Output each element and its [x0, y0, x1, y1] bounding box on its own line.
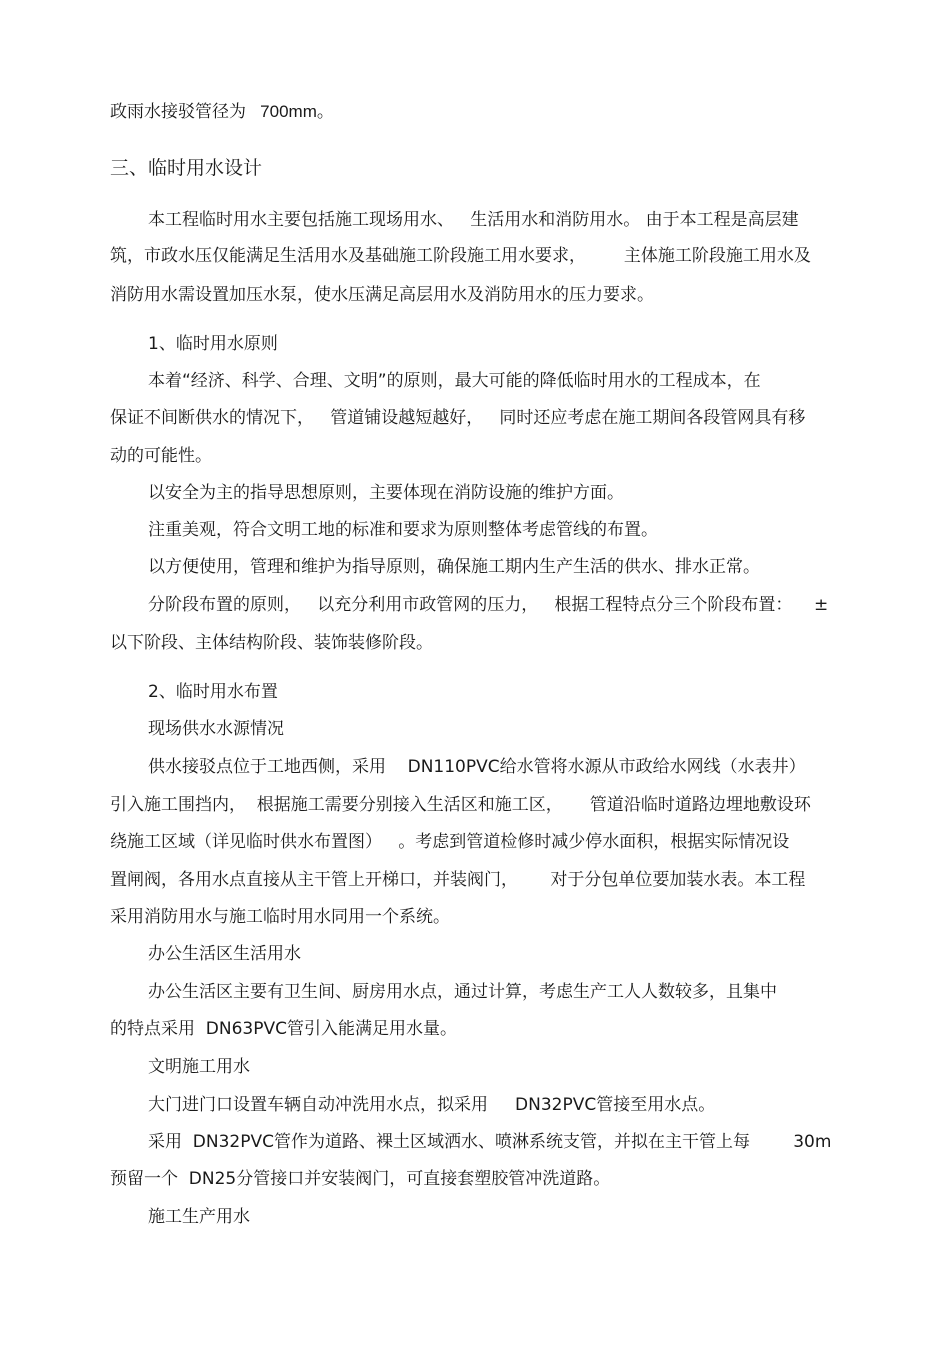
paragraph-line: 引入施工围挡内， 根据施工需要分别接入生活区和施工区， 管道沿临时道路边埋地敷设环 [110, 795, 811, 815]
subsection-heading: 1、临时用水原则 [148, 334, 278, 354]
paragraph-line: 分阶段布置的原则， 以充分利用市政管网的压力， 根据工程特点分三个阶段布置： ± [148, 595, 829, 615]
paragraph-heading: 现场供水水源情况 [148, 719, 284, 739]
paragraph-heading: 施工生产用水 [148, 1207, 250, 1227]
paragraph-line: 大门进门口设置车辆自动冲洗用水点，拟采用 DN32PVC管接至用水点。 [148, 1095, 716, 1115]
paragraph-line: 以下阶段、主体结构阶段、装饰装修阶段。 [110, 633, 433, 653]
paragraph-line: 注重美观，符合文明工地的标准和要求为原则整体考虑管线的布置。 [148, 520, 658, 540]
subsection-heading: 2、临时用水布置 [148, 682, 278, 702]
paragraph-line: 供水接驳点位于工地西侧，采用 DN110PVC给水管将水源从市政给水网线（水表井） [148, 757, 806, 777]
paragraph-line: 办公生活区主要有卫生间、厨房用水点，通过计算，考虑生产工人人数较多，且集中 [148, 982, 777, 1002]
paragraph-line: 的特点采用 DN63PVC管引入能满足用水量。 [110, 1019, 457, 1039]
paragraph-line: 本着“经济、科学、合理、文明”的原则，最大可能的降低临时用水的工程成本，在 [148, 371, 761, 391]
paragraph-line: 动的可能性。 [110, 446, 212, 466]
paragraph-line: 筑，市政水压仅能满足生活用水及基础施工阶段施工用水要求， 主体施工阶段施工用水及 [110, 246, 811, 266]
paragraph-line: 采用 DN32PVC管作为道路、裸土区域洒水、喷淋系统支管，并拟在主干管上每 30m [148, 1132, 832, 1152]
paragraph-line: 绕施工区域（详见临时供水布置图） 。考虑到管道检修时减少停水面积，根据实际情况设 [110, 832, 790, 852]
paragraph-line: 保证不间断供水的情况下， 管道铺设越短越好， 同时还应考虑在施工期间各段管网具有移 [110, 408, 806, 428]
paragraph-line: 预留一个 DN25分管接口并安装阀门，可直接套塑胶管冲洗道路。 [110, 1169, 611, 1189]
text-line-1: 政雨水接驳管径为 700mm。 [110, 102, 334, 121]
paragraph-heading: 文明施工用水 [148, 1057, 250, 1077]
paragraph-heading: 办公生活区生活用水 [148, 944, 301, 964]
paragraph-line: 采用消防用水与施工临时用水同用一个系统。 [110, 907, 450, 927]
paragraph-line: 以方便使用，管理和维护为指导原则，确保施工期内生产生活的供水、排水正常。 [148, 557, 760, 577]
paragraph-line: 消防用水需设置加压水泵，使水压满足高层用水及消防用水的压力要求。 [110, 285, 654, 305]
paragraph-line: 以安全为主的指导思想原则，主要体现在消防设施的维护方面。 [148, 483, 624, 503]
section-heading: 三、临时用水设计 [110, 157, 263, 179]
paragraph-line: 置闸阀，各用水点直接从主干管上开梯口，并装阀门， 对于分包单位要加装水表。本工程 [110, 870, 806, 890]
paragraph-line: 本工程临时用水主要包括施工现场用水、 生活用水和消防用水。 由于本工程是高层建 [148, 210, 799, 230]
